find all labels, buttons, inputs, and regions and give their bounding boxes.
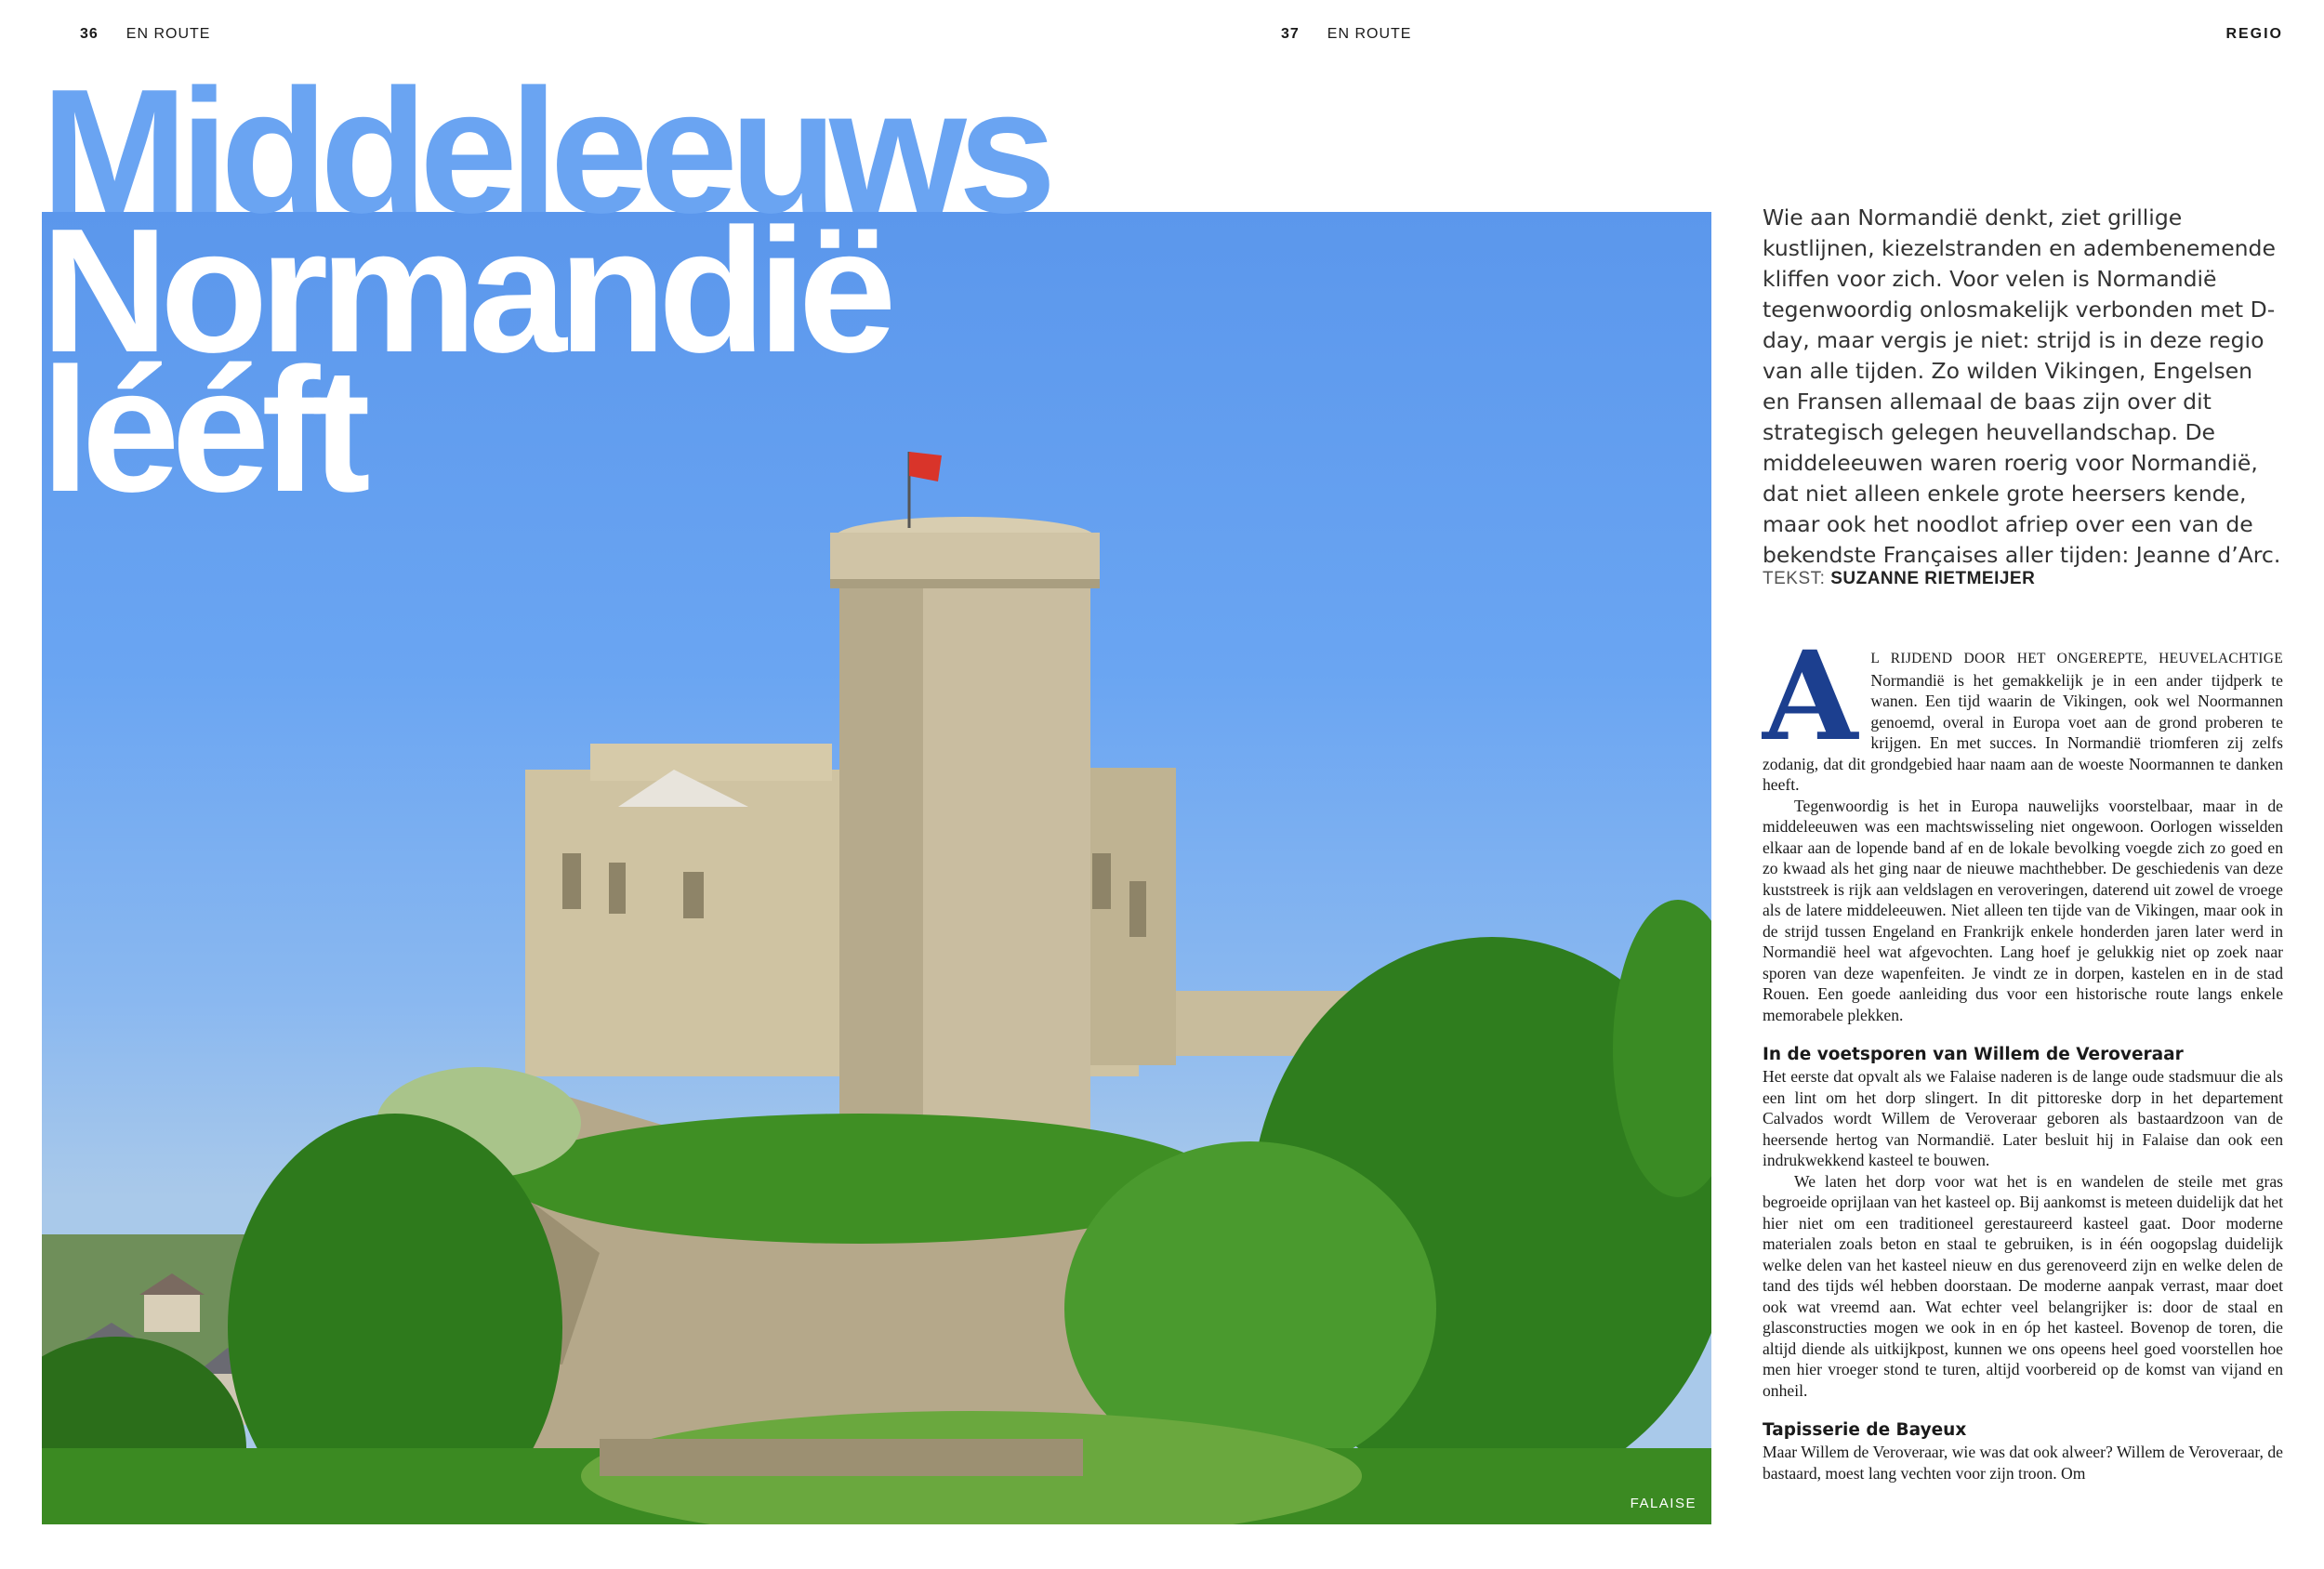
article-body	[1763, 625, 2283, 1483]
category-label: REGIO	[2225, 26, 2283, 42]
headline	[41, 53, 1049, 529]
article-paragraph-1	[1763, 625, 2283, 796]
castle-round-tower	[830, 452, 1100, 1179]
right-page-number: 37	[1281, 26, 1300, 42]
right-section-label: EN ROUTE	[1327, 26, 1412, 42]
photo-caption: FALAISE	[1630, 1496, 1697, 1511]
article-paragraph-4: We laten het dorp voor wat het is en wandelen de steile met gras begroeide oprijlaan van het kasteel op. Bij aankomst is meteen duidelijk dat het hier niet om een traditioneel gerestaureerd kasteel gaat. Door moderne materialen zoals beton en staal te gebruiken, is in één oogopslag duidelijk welke delen van het kasteel nieuw en dus gerenoveerd zijn en welke delen de tand des tijds wél hebben doorstaan. De moderne aanpak verrast, maar doet ook wat vreemd aan. Wat echter veel belangrijker is: door de staal en glasconstructies mogen we ook in en óp het kasteel. Bovenop de toren, die altijd diende als uitkijkpost, kunnen we ons opeens heel goed voorstellen hoe men hier vroeger stond te turen, altijd voorbereid op de komst van vijand en onheil.	[1763, 1171, 2283, 1400]
article-paragraph-1-text: Normandië is het gemakkelijk je in een ander tijdperk te wanen. Een tijd waarin de Vikingen, ook wel Noormannen genoemd, overal in Europa voet aan de grond proberen te krijgen. En met succes. In Normandië triomferen zij zelfs zodanig, dat dit grondgebied haar naam aan de woeste Noormannen te danken heeft.	[1763, 670, 2283, 794]
byline-label: TEKST:	[1763, 569, 1826, 588]
article-paragraph-3: Het eerste dat opvalt als we Falaise naderen is de lange oude stadsmuur die als een lint om het dorp slingert. In dit pittoreske dorp in het departement Calvados wordt Willem de Veroveraar geboren als bastaardzoon van de heersende hertog van Normandië. Later besluit hij in Falaise dan ook een indrukwekkend kasteel te bouwen.	[1763, 1067, 2283, 1169]
article-paragraph-2: Tegenwoordig is het in Europa nauwelijks voorstelbaar, maar in de middeleeuwen was een machtswisseling niet ongewoon. Oorlogen wisselden elkaar aan de lopende band af en de lokale bevolking voegde zich zo goed en zo kwaad als het ging naar de nieuwe machthebber. De geschiedenis van deze kuststreek is rijk aan veldslagen en veroveringen, daterend uit zowel de vroege als de latere middeleeuwen. Niet alleen ten tijde van de Vikingen, maar ook in de strijd tussen Engeland en Frankrijk enkele honderden jaren later werd in Normandië heel wat afgevochten. Lang hoef je gelukkig niet op zoek naar sporen van deze wapenfeiten. Je vindt ze in dorpen, kastelen en in de stad Rouen. Een goede aanleiding dus voor een historische route langs enkele memorabele plekken.	[1763, 796, 2283, 1024]
left-section-label: EN ROUTE	[125, 26, 211, 42]
headline-line-1: Middeleeuws	[41, 53, 1049, 250]
subheading-willem: In de voetsporen van Willem de Veroveraar	[1763, 1045, 2184, 1064]
lead-in: L RIJDEND DOOR HET ONGEREPTE, HEUVELACHTIGE	[1870, 651, 2283, 666]
byline	[1763, 569, 2283, 589]
right-page-header	[1281, 26, 1411, 43]
left-page-number: 36	[80, 26, 99, 42]
left-page-header	[80, 26, 210, 43]
drop-cap: A	[1763, 625, 1858, 769]
intro-paragraph: Wie aan Normandië denkt, ziet grillige kustlijnen, kiezelstranden en adembenemende kliffen voor zich. Voor velen is Normandië tegenwoordig onlosmakelijk verbonden met D-day, maar vergis je niet: strijd is in deze regio van alle tijden. Zo wilden Vikingen, Engelsen en Fransen allemaal de baas zijn over dit strategisch gelegen heuvellandschap. De middeleeuwen waren roerig voor Normandië, dat niet alleen enkele grote heersers kende, maar ook het noodlot afriep over een van de bekendste Françaises aller tijden: Jeanne d’Arc.	[1763, 204, 2281, 568]
article-paragraph-5: Maar Willem de Veroveraar, wie was dat ook alweer? Willem de Veroveraar, de bastaard, moest lang vechten voor zijn troon. Om	[1763, 1443, 2283, 1483]
headline-line-2: Normandië	[41, 192, 889, 389]
byline-author: SUZANNE RIETMEIJER	[1830, 569, 2036, 588]
subheading-bayeux: Tapisserie de Bayeux	[1763, 1420, 1967, 1440]
headline-line-3: lééft	[41, 332, 363, 529]
